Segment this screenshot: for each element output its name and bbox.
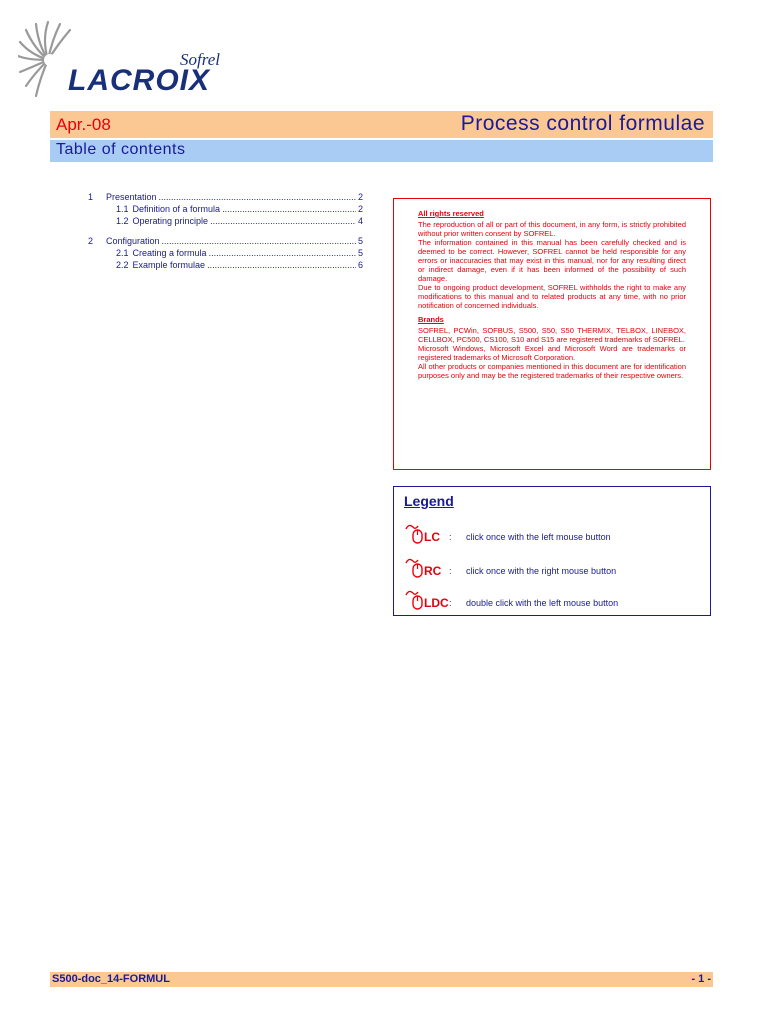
legend-item <box>404 527 704 547</box>
brands-paragraph: SOFREL, PCWin, SOFBUS, S500, S50, S50 THERMIX, TELBOX, LINEBOX, CELLBOX, PC500, CS100, S10 and S15 are registered trademarks of SOFREL. <box>418 326 686 344</box>
legend-description: double click with the left mouse button <box>466 598 619 608</box>
toc-label: Configuration <box>106 236 160 246</box>
toc-entry[interactable] <box>88 215 363 227</box>
toc-label: Operating principle <box>132 216 209 226</box>
toc-page: 2 <box>357 204 363 214</box>
legend-separator: : <box>449 598 452 608</box>
toc-leader <box>222 203 356 215</box>
rights-paragraph: The information contained in this manual has been carefully checked and is deemed to be correct. However, SOFREL cannot be held responsible for any errors or inaccuracies that may exist in this manual, nor for any resulting direct or indirect damage, even if it has been informed of the possibility of such damage. <box>418 238 686 283</box>
brands-heading: Brands <box>418 315 444 324</box>
toc-leader <box>209 247 356 259</box>
logo-sub-brand: Sofrel <box>180 50 220 69</box>
legend-code: LC <box>424 530 440 544</box>
toc-label: Definition of a formula <box>132 204 221 214</box>
toc-page: 5 <box>357 248 363 258</box>
brands-paragraph: Microsoft Windows, Microsoft Excel and Microsoft Word are trademarks or registered trademarks of Microsoft Corporation. <box>418 344 686 362</box>
toc-number: 2 <box>88 236 94 246</box>
document-reference: S500-doc_14-FORMUL <box>52 973 170 985</box>
toc-label: Presentation <box>106 192 157 202</box>
toc-label: Example formulae <box>132 260 206 270</box>
document-title: Process control formulae <box>460 112 705 135</box>
document-date: Apr.-08 <box>56 115 111 134</box>
toc-number: 1.1 <box>116 204 129 214</box>
toc-page: 6 <box>357 260 363 270</box>
toc-entry[interactable] <box>88 247 363 259</box>
mouse-icon <box>404 587 426 611</box>
legend-separator: : <box>449 566 452 576</box>
toc-number: 1 <box>88 192 94 202</box>
legend-box <box>393 486 711 616</box>
rights-notice-box <box>393 198 711 470</box>
legend-item <box>404 593 704 613</box>
legend-code: RC <box>424 564 442 578</box>
mouse-icon <box>404 521 426 545</box>
toc-entry[interactable] <box>88 191 363 203</box>
toc-entry[interactable] <box>88 203 363 215</box>
toc-page: 4 <box>357 216 363 226</box>
company-logo <box>18 20 228 100</box>
legend-code: LDC <box>424 596 449 610</box>
table-of-contents <box>88 191 363 271</box>
toc-page: 5 <box>357 236 363 246</box>
legend-title: Legend <box>404 493 454 509</box>
footer-bar <box>50 972 713 987</box>
legend-separator: : <box>449 532 452 542</box>
rights-heading: All rights reserved <box>418 209 484 218</box>
toc-entry[interactable] <box>88 235 363 247</box>
legend-description: click once with the left mouse button <box>466 532 611 542</box>
toc-leader <box>207 259 356 271</box>
header-bar <box>50 111 713 138</box>
toc-page: 2 <box>357 192 363 202</box>
toc-leader <box>159 191 356 203</box>
legend-description: click once with the right mouse button <box>466 566 617 576</box>
page-number: - 1 - <box>691 973 711 985</box>
toc-leader <box>210 215 356 227</box>
toc-label: Creating a formula <box>132 248 207 258</box>
rights-paragraph: The reproduction of all or part of this document, in any form, is strictly prohibited without prior written consent by SOFREL. <box>418 220 686 238</box>
legend-item <box>404 561 704 581</box>
section-title: Table of contents <box>56 141 186 158</box>
logo-brand: LACROIX <box>68 64 210 97</box>
brands-paragraph: All other products or companies mentioned in this document are for identification purposes only and may be the registered trademarks of their respective owners. <box>418 362 686 380</box>
toc-number: 1.2 <box>116 216 129 226</box>
mouse-icon <box>404 555 426 579</box>
toc-entry[interactable] <box>88 259 363 271</box>
toc-number: 2.1 <box>116 248 129 258</box>
section-bar <box>50 140 713 162</box>
rights-paragraph: Due to ongoing product development, SOFREL withholds the right to make any modifications to this manual and to related products at any time, with no prior notification of concerned individuals. <box>418 283 686 310</box>
toc-leader <box>162 235 356 247</box>
toc-number: 2.2 <box>116 260 129 270</box>
